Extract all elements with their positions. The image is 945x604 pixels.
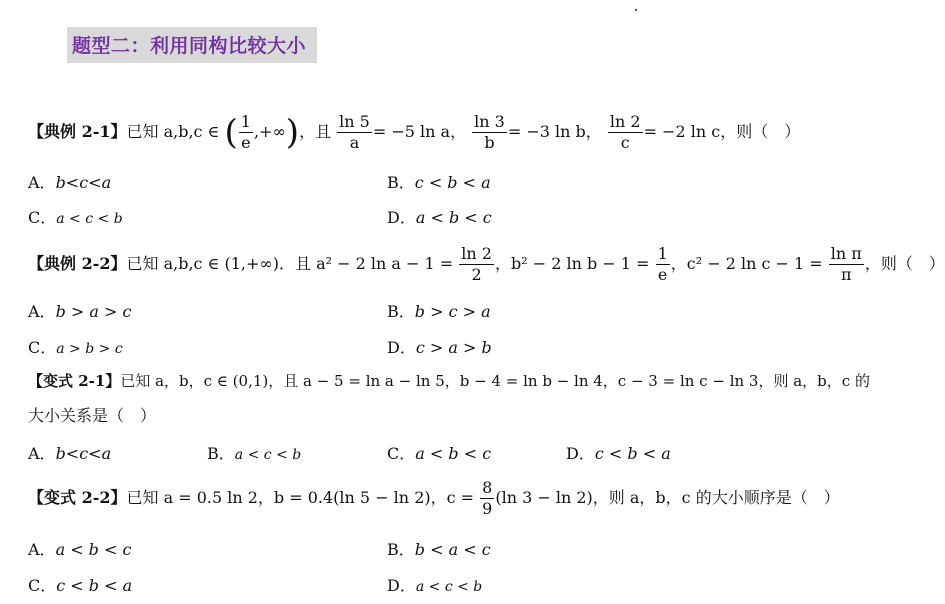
ex1-option-b[interactable]: B．c < b < a	[387, 173, 491, 192]
section-title: 题型二：利用同构比较大小	[72, 35, 307, 57]
example-2-2-mid1: ，b² − 2 ln b − 1 =	[494, 254, 650, 273]
var1-option-c[interactable]: C．a < b < c	[387, 444, 492, 463]
fraction-ln5-a: $\frac{\ln 5}{a}$	[339, 112, 370, 152]
ex2-option-b[interactable]: B．b > c > a	[387, 302, 491, 321]
variant-2-2-pre: 已知 a = 0.5 ln 2，b = 0.4(ln 5 − ln 2)，c =	[126, 488, 475, 507]
variant-2-1-tag: 【变式 2-1】	[28, 372, 121, 390]
example-2-2-tag: 【典例 2-2】	[28, 254, 127, 273]
interval-rest: ,+∞	[253, 122, 286, 141]
variant-2-2-stem	[28, 474, 840, 522]
variant-2-1-text: 已知 a，b，c ∈ (0,1)，且 a − 5 = ln a − ln 5，b − 4 = ln b − ln 4，c − 3 = ln c − ln 3，则 a，b，c 的	[120, 372, 870, 390]
ex1-option-d[interactable]: D．a < b < c	[387, 208, 492, 227]
fraction-lnpi-pi: $\frac{\text{ln π}}{\pi}$	[830, 244, 862, 284]
var2-option-c[interactable]: C．c < b < a	[28, 576, 133, 595]
ex2-option-d[interactable]: D．c > a > b	[387, 338, 492, 357]
fraction-ln3-b: $\frac{\ln 3}{b}$	[474, 112, 505, 152]
ex2-option-c[interactable]: C．a > b > c	[28, 338, 123, 357]
var2-option-d[interactable]: D．a < c < b	[387, 576, 483, 595]
interval-fraction: $\frac{1}{e}$	[240, 112, 251, 152]
stray-dot	[635, 9, 637, 11]
example-2-2-stem	[28, 240, 945, 288]
left-paren: (	[224, 112, 238, 153]
example-2-2-mid2: ，c² − 2 ln c − 1 =	[670, 254, 823, 273]
eq2-rhs: = −3 ln b，	[507, 122, 602, 141]
var1-option-d[interactable]: D．c < b < a	[566, 444, 671, 463]
var2-option-a[interactable]: A．a < b < c	[28, 540, 132, 559]
variant-2-2-tag: 【变式 2-2】	[28, 488, 127, 507]
example-2-2-end: ，则（ ）	[864, 254, 945, 273]
fraction-8-9: $\frac{8}{9}$	[482, 478, 493, 518]
eq1-rhs: = −5 ln a，	[372, 122, 467, 141]
ex1-option-a[interactable]: A．b<c<a	[28, 173, 112, 192]
var2-option-b[interactable]: B．b < a < c	[387, 540, 491, 559]
var1-option-b[interactable]: B．a < c < b	[207, 444, 302, 463]
example-2-1-tag: 【典例 2-1】	[28, 122, 127, 141]
ex2-option-a[interactable]: A．b > a > c	[28, 302, 132, 321]
fraction-1-e: $\frac{1}{e}$	[657, 244, 668, 284]
variant-2-2-end: (ln 3 − ln 2)，则 a，b，c 的大小顺序是（ ）	[495, 488, 840, 507]
fraction-ln2-2: $\frac{\ln 2}{2}$	[461, 244, 492, 284]
example-2-1-join: ，且	[299, 122, 332, 141]
ex1-option-c[interactable]: C．a < c < b	[28, 208, 123, 227]
var1-option-a[interactable]: A．b<c<a	[28, 444, 112, 463]
variant-2-1-stem-line2: 大小关系是（ ）	[28, 406, 157, 425]
example-2-1-pre: 已知 a,b,c ∈	[126, 122, 220, 141]
example-2-1-stem	[28, 108, 800, 156]
eq3-rhs: = −2 ln c，则（ ）	[643, 122, 801, 141]
fraction-ln2-c: $\frac{\ln 2}{c}$	[609, 112, 641, 152]
variant-2-1-stem	[28, 369, 870, 393]
example-2-2-pre: 已知 a,b,c ∈ (1,+∞)．且 a² − 2 ln a − 1 =	[126, 254, 454, 273]
right-paren: )	[285, 112, 300, 153]
